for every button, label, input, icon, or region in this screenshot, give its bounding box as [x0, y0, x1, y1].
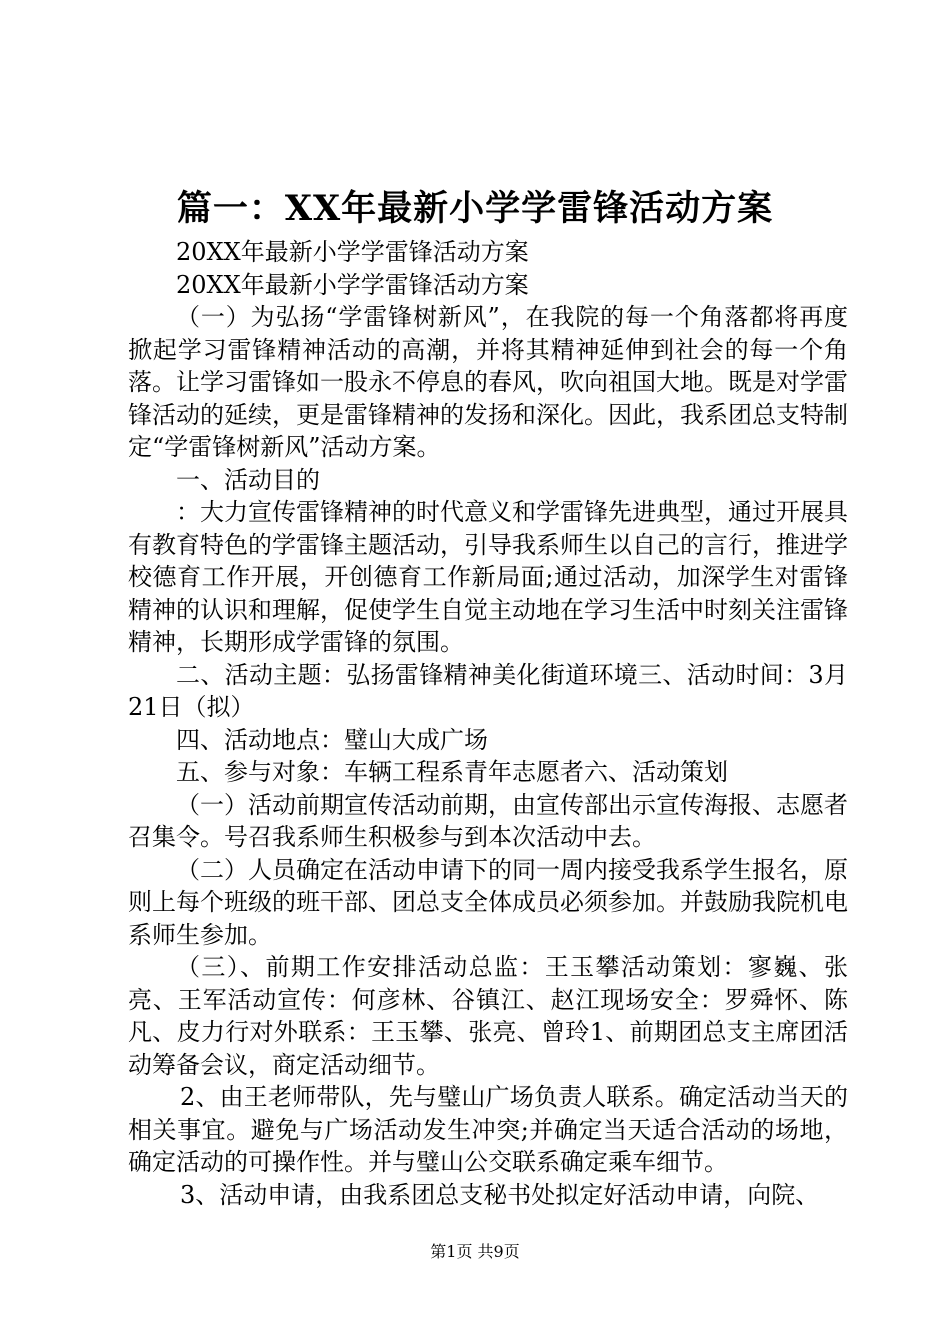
paragraph: （三）、前期工作安排活动总监：王玉攀活动策划：寥巍、张亮、王军活动宣传：何彦林、谷镇江、赵江现场安全：罗舜怀、陈凡、皮力行对外联系：王玉攀、张亮、曾玲1、前期团总支主席团活动筹备会议，商定活动细节。: [128, 953, 848, 1079]
document-body: [128, 236, 848, 1211]
paragraph: 20XX年最新小学学雷锋活动方案: [176, 270, 529, 299]
paragraph: ：大力宣传雷锋精神的时代意义和学雷锋先进典型，通过开展具有教育特色的学雷锋主题活动，引导我系师生以自己的言行，推进学校德育工作开展，开创德育工作新局面;通过活动，加深学生对雷锋精神的认识和理解，促使学生自觉主动地在学习生活中时刻关注雷锋精神，长期形成学雷锋的氛围。: [128, 498, 848, 656]
paragraph: （二）人员确定在活动申请下的同一周内接受我系学生报名，原则上每个班级的班干部、团总支全体成员必须参加。并鼓励我院机电系师生参加。: [128, 855, 848, 949]
paragraph: 二、活动主题：弘扬雷锋精神美化街道环境三、活动时间：3月21日（拟）: [128, 660, 848, 721]
paragraph: 3、活动申请，由我系团总支秘书处拟定好活动申请，向院、: [180, 1180, 820, 1209]
page-footer: 第1页 共9页: [430, 1242, 520, 1261]
paragraph: 2、由王老师带队，先与璧山广场负责人联系。确定活动当天的相关事宜。避免与广场活动发生冲突;并确定当天适合活动的场地，确定活动的可操作性。并与璧山公交联系确定乘车细节。: [128, 1083, 848, 1176]
document-title: 篇一：XX年最新小学学雷锋活动方案: [176, 188, 774, 229]
paragraph: 五、参与对象：车辆工程系青年志愿者六、活动策划: [176, 758, 728, 786]
section-heading: 一、活动目的: [176, 465, 320, 494]
paragraph: （一）为弘扬“学雷锋树新风”，在我院的每一个角落都将再度掀起学习雷锋精神活动的高潮，并将其精神延伸到社会的每一个角落。让学习雷锋如一股永不停息的春风，吹向祖国大地。既是对学雷锋活动的延续，更是雷锋精神的发扬和深化。因此，我系团总支特制定“学雷锋树新风”活动方案。: [128, 303, 848, 461]
paragraph: 20XX年最新小学学雷锋活动方案: [176, 238, 529, 266]
paragraph: 四、活动地点：璧山大成广场: [176, 725, 488, 754]
paragraph: （一）活动前期宣传活动前期，由宣传部出示宣传海报、志愿者召集令。号召我系师生积极参与到本次活动中去。: [128, 790, 848, 851]
